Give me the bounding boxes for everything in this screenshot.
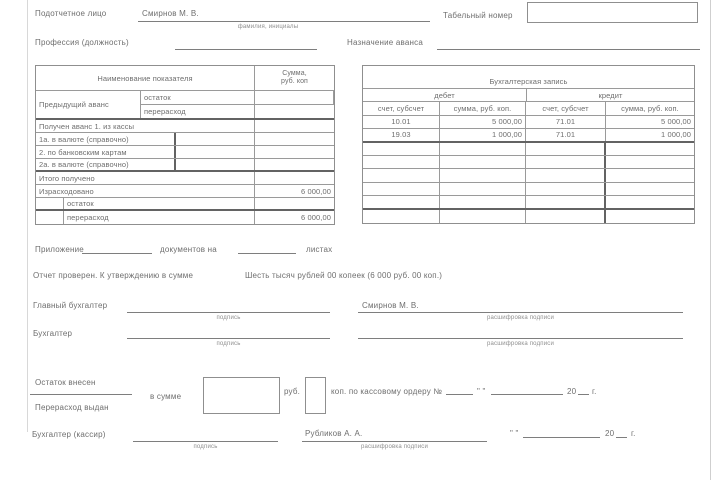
balance-label: остаток <box>64 198 255 209</box>
accounting-table <box>362 65 695 224</box>
row-2-label: 2. по банковским картам <box>36 146 176 158</box>
empty-cell <box>440 143 526 155</box>
row-2a-label: 2а. в валюте (справочно) <box>36 159 176 170</box>
empty-cell <box>606 210 694 223</box>
empty-cell <box>440 183 526 195</box>
advance-purpose-underline <box>437 34 700 50</box>
row-2-sum <box>255 146 334 158</box>
previous-advance-balance-cell: остаток <box>141 91 255 105</box>
balance-indent-cell <box>36 198 64 209</box>
signature-caption: подпись <box>216 315 241 321</box>
attachment-label: Приложение <box>35 245 84 254</box>
transcript-caption: расшифровка подписи <box>486 315 555 321</box>
empty-cell <box>526 196 606 207</box>
rub-label: руб. <box>284 387 301 396</box>
received-from-cash-label: Получен аванс 1. из кассы <box>36 120 255 132</box>
row-2a-sub-cell <box>176 159 255 170</box>
row-total-received <box>36 172 334 185</box>
debit-account-col-header: счет, субсчет <box>363 102 440 114</box>
cashier-name: Рубликов А. А. <box>305 429 363 438</box>
accountant-transcript-line <box>358 324 683 339</box>
empty-cell <box>526 210 606 223</box>
previous-advance-block <box>36 91 334 120</box>
profession-underline <box>175 34 317 50</box>
advance-purpose-label: Назначение аванса <box>347 38 423 47</box>
cashier-date-year-prefix: 20 <box>605 429 615 438</box>
sum-header-line1: Сумма, <box>282 70 307 78</box>
page-left-edge <box>27 0 28 432</box>
previous-advance-overspend-cell: перерасход <box>141 105 255 119</box>
empty-cell <box>363 210 440 223</box>
empty-cell <box>363 169 440 181</box>
debit-sum-col-header: сумма, руб. коп. <box>440 102 526 114</box>
empty-cell <box>606 196 694 207</box>
debit-sum-value: 1 000,00 <box>440 129 526 140</box>
accounting-empty-row <box>363 143 694 156</box>
indicators-name-header: Наименование показателя <box>36 66 255 90</box>
personnel-number-label: Табельный номер <box>443 11 513 20</box>
accounting-empty-row <box>363 183 694 196</box>
accounting-empty-row <box>363 156 694 169</box>
empty-cell <box>606 156 694 168</box>
empty-cell <box>440 169 526 181</box>
cash-order-day-quotes: " " <box>477 387 486 396</box>
empty-cell <box>363 143 440 155</box>
cash-order-number-blank <box>446 382 473 395</box>
indicators-table <box>35 65 335 225</box>
empty-cell <box>363 196 440 207</box>
empty-cell <box>440 156 526 168</box>
cash-order-month-blank <box>491 382 563 395</box>
transcript-caption: расшифровка подписи <box>486 341 555 347</box>
row-received-from-cash <box>36 120 334 133</box>
debit-header: дебет <box>363 89 527 101</box>
debit-sum-value: 5 000,00 <box>440 116 526 128</box>
cashier-date-year-suffix: г. <box>631 429 636 438</box>
empty-cell <box>363 156 440 168</box>
credit-account-value: 71.01 <box>526 116 606 128</box>
chief-accountant-signature-line <box>127 298 330 313</box>
row-1a-label: 1а. в валюте (справочно) <box>36 133 176 145</box>
accounting-empty-row <box>363 210 694 223</box>
received-from-cash-sum <box>255 120 334 132</box>
credit-sum-value: 1 000,00 <box>661 130 691 140</box>
indicators-header-row <box>36 66 334 91</box>
personnel-number-box <box>527 2 698 23</box>
accounting-columns-header-row <box>363 102 694 115</box>
profession-label: Профессия (должность) <box>35 38 129 47</box>
signature-caption: подпись <box>216 341 241 347</box>
cash-order-year-suffix: г. <box>592 387 597 396</box>
in-sum-label: в сумме <box>150 392 182 401</box>
accounting-entry-row <box>363 116 694 129</box>
empty-cell <box>526 169 606 181</box>
cashier-transcript-line <box>302 428 487 442</box>
empty-cell <box>606 169 694 181</box>
empty-cell <box>606 183 694 195</box>
name-caption: фамилия, инициалы <box>237 24 299 30</box>
overspend-issued-label: Перерасход выдан <box>35 403 109 412</box>
empty-cell <box>606 143 694 155</box>
accounting-table-title: Бухгалтерская запись <box>363 66 694 89</box>
credit-account-value: 71.01 <box>526 129 606 140</box>
kopecks-amount-box <box>305 377 326 414</box>
accountable-person-value: Смирнов М. В. <box>142 9 199 18</box>
total-received-sum <box>255 172 334 184</box>
indicators-sum-header <box>255 66 334 90</box>
row-2a-sum <box>255 159 334 170</box>
chief-accountant-label: Главный бухгалтер <box>33 301 108 310</box>
row-2-sub-cell <box>176 146 255 158</box>
page-right-edge <box>710 0 711 480</box>
row-spent <box>36 185 334 198</box>
empty-cell <box>526 183 606 195</box>
row-balance <box>36 198 334 211</box>
overspend-sum: 6 000,00 <box>301 213 331 223</box>
spent-label: Израсходовано <box>36 185 255 197</box>
row-2-bank-cards <box>36 146 334 159</box>
empty-cell <box>440 196 526 207</box>
amount-in-words: Шесть тысяч рублей 00 копеек (6 000 руб. 00 коп.) <box>245 271 443 280</box>
rubles-amount-box <box>203 377 280 414</box>
credit-sum-value: 5 000,00 <box>661 117 691 127</box>
spent-sum: 6 000,00 <box>301 186 331 196</box>
documents-on-label: документов на <box>160 245 217 254</box>
cash-order-year-prefix: 20 <box>567 387 577 396</box>
row-overspend <box>36 211 334 224</box>
cashier-label: Бухгалтер (кассир) <box>32 430 106 439</box>
chief-accountant-name: Смирнов М. В. <box>362 301 419 310</box>
row-1a-sum <box>255 133 334 145</box>
balance-overspend-divider <box>30 394 132 395</box>
accounting-entry-row <box>363 129 694 142</box>
cash-order-year-blank <box>578 382 589 395</box>
transcript-caption: расшифровка подписи <box>360 444 429 450</box>
row-2a-currency <box>36 159 334 172</box>
chief-accountant-transcript-line <box>358 298 683 313</box>
overspend-indent-cell <box>36 211 64 224</box>
signature-caption: подпись <box>193 444 218 450</box>
empty-cell <box>526 143 606 155</box>
accountable-person-label: Подотчетное лицо <box>35 9 107 18</box>
attachment-count-blank <box>82 240 152 254</box>
total-received-label: Итого получено <box>36 172 255 184</box>
debit-account-value: 19.03 <box>363 129 440 140</box>
cashier-signature-line <box>133 428 278 442</box>
cash-order-label: коп. по кассовому ордеру № <box>331 387 443 396</box>
sheets-label: листах <box>306 245 333 254</box>
report-checked-label: Отчет проверен. К утверждению в сумме <box>33 271 194 280</box>
previous-advance-balance-sum <box>255 91 334 105</box>
empty-cell <box>440 210 526 223</box>
balance-sum <box>255 198 334 209</box>
overspend-label: перерасход <box>64 211 255 224</box>
empty-cell <box>526 156 606 168</box>
sum-header-line2: руб. коп <box>281 78 308 86</box>
row-1a-currency <box>36 133 334 146</box>
debit-account-value: 10.01 <box>363 116 440 128</box>
empty-cell <box>363 183 440 195</box>
previous-advance-overspend-sum <box>255 105 334 119</box>
credit-sum-col-header: сумма, руб. коп. <box>621 103 679 113</box>
credit-header: кредит <box>598 90 623 100</box>
row-1a-sub-cell <box>176 133 255 145</box>
accounting-empty-row <box>363 196 694 209</box>
accountant-label: Бухгалтер <box>33 329 73 338</box>
sheets-count-blank <box>238 240 296 254</box>
cashier-date-year-blank <box>616 424 627 438</box>
accountant-signature-line <box>127 324 330 339</box>
credit-account-col-header: счет, субсчет <box>526 102 606 114</box>
cashier-date-quotes: " " <box>510 429 519 438</box>
previous-advance-label-cell: Предыдущий аванс <box>36 91 141 118</box>
balance-deposited-label: Остаток внесен <box>35 378 96 387</box>
debit-credit-header-row <box>363 89 694 102</box>
cashier-date-month-blank <box>523 424 600 438</box>
accounting-empty-row <box>363 169 694 182</box>
